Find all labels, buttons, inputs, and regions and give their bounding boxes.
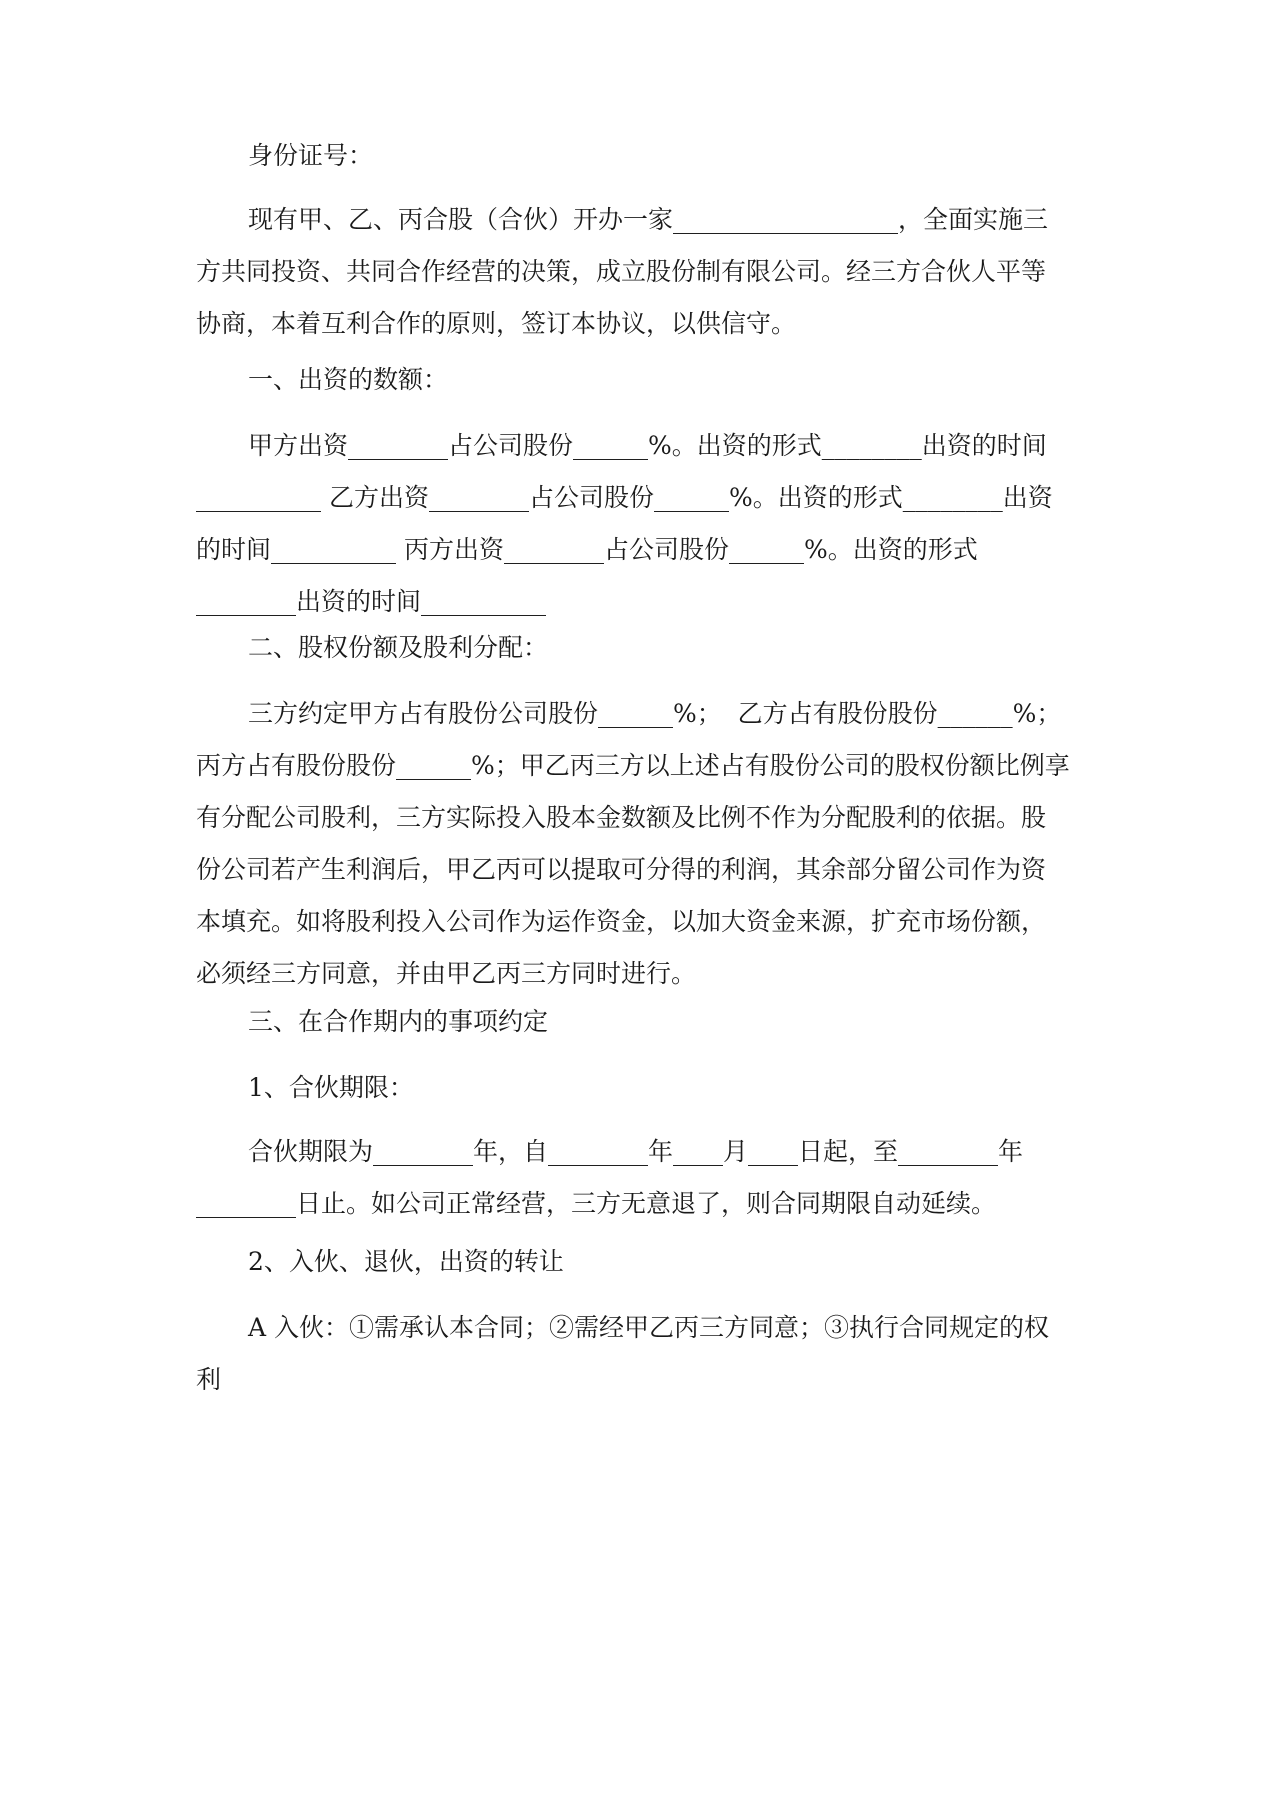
item-1-title (196, 1062, 1092, 1114)
text-line: 本填充。如将股利投入公司作为运作资金，以加大资金来源，扩充市场份额， (196, 907, 1047, 936)
intro-paragraph (196, 194, 1092, 350)
item-2-title (196, 1236, 1092, 1288)
text-line: 方共同投资、共同合作经营的决策，成立股份制有限公司。经三方合伙人平等 (196, 257, 1047, 286)
text-line: ________日止。如公司正常经营，三方无意退了，则合同期限自动延续。 (196, 1189, 997, 1218)
text-line: 三、在合作期内的事项约定 (248, 1007, 549, 1036)
text-line: 必须经三方同意，并由甲乙丙三方同时进行。 (196, 959, 697, 988)
text-line: A 入伙：①需承认本合同；②需经甲乙丙三方同意；③执行合同规定的权 (248, 1313, 1050, 1342)
text-line: 甲方出资________占公司股份______%。出资的形式________出资的时间 (248, 431, 1047, 460)
text-line: 二、股权份额及股利分配： (248, 633, 549, 662)
text-line: 协商，本着互利合作的原则，签订本协议，以供信守。 (196, 309, 797, 338)
section-1-body (196, 420, 1092, 628)
text-line: 合伙期限为________年，自________年____月____日起，至________年 (248, 1137, 1024, 1166)
text-line: 身份证号： (248, 141, 374, 170)
text-line: 有分配公司股利，三方实际投入股本金数额及比例不作为分配股利的依据。股 (196, 803, 1047, 832)
text-line: __________ 乙方出资________占公司股份______%。出资的形式________出资 (196, 483, 1053, 512)
text-line: 利 (196, 1365, 222, 1394)
text-line: 三方约定甲方占有股份公司股份______%； 乙方占有股份股份______%； (248, 699, 1062, 728)
text-line: 2、入伙、退伙，出资的转让 (248, 1247, 564, 1276)
section-2-title (196, 622, 1092, 674)
item-2-body (196, 1302, 1092, 1406)
text-line: 1、合伙期限： (248, 1073, 414, 1102)
text-line: 现有甲、乙、丙合股（合伙）开办一家__________________，全面实施三 (248, 205, 1049, 234)
text-line: 丙方占有股份股份______%；甲乙丙三方以上述占有股份公司的股权份额比例享 (196, 751, 1070, 780)
section-1-title (196, 354, 1092, 406)
section-3-title (196, 996, 1092, 1048)
text-line: 份公司若产生利润后，甲乙丙可以提取可分得的利润，其余部分留公司作为资 (196, 855, 1047, 884)
text-line: ________出资的时间__________ (196, 587, 547, 616)
text-line: 一、出资的数额： (248, 365, 449, 394)
id-number-label (196, 130, 1092, 182)
item-1-body (196, 1126, 1092, 1230)
text-line: 的时间__________ 丙方出资________占公司股份______%。出资的形式 (196, 535, 978, 564)
section-2-body (196, 688, 1092, 1000)
